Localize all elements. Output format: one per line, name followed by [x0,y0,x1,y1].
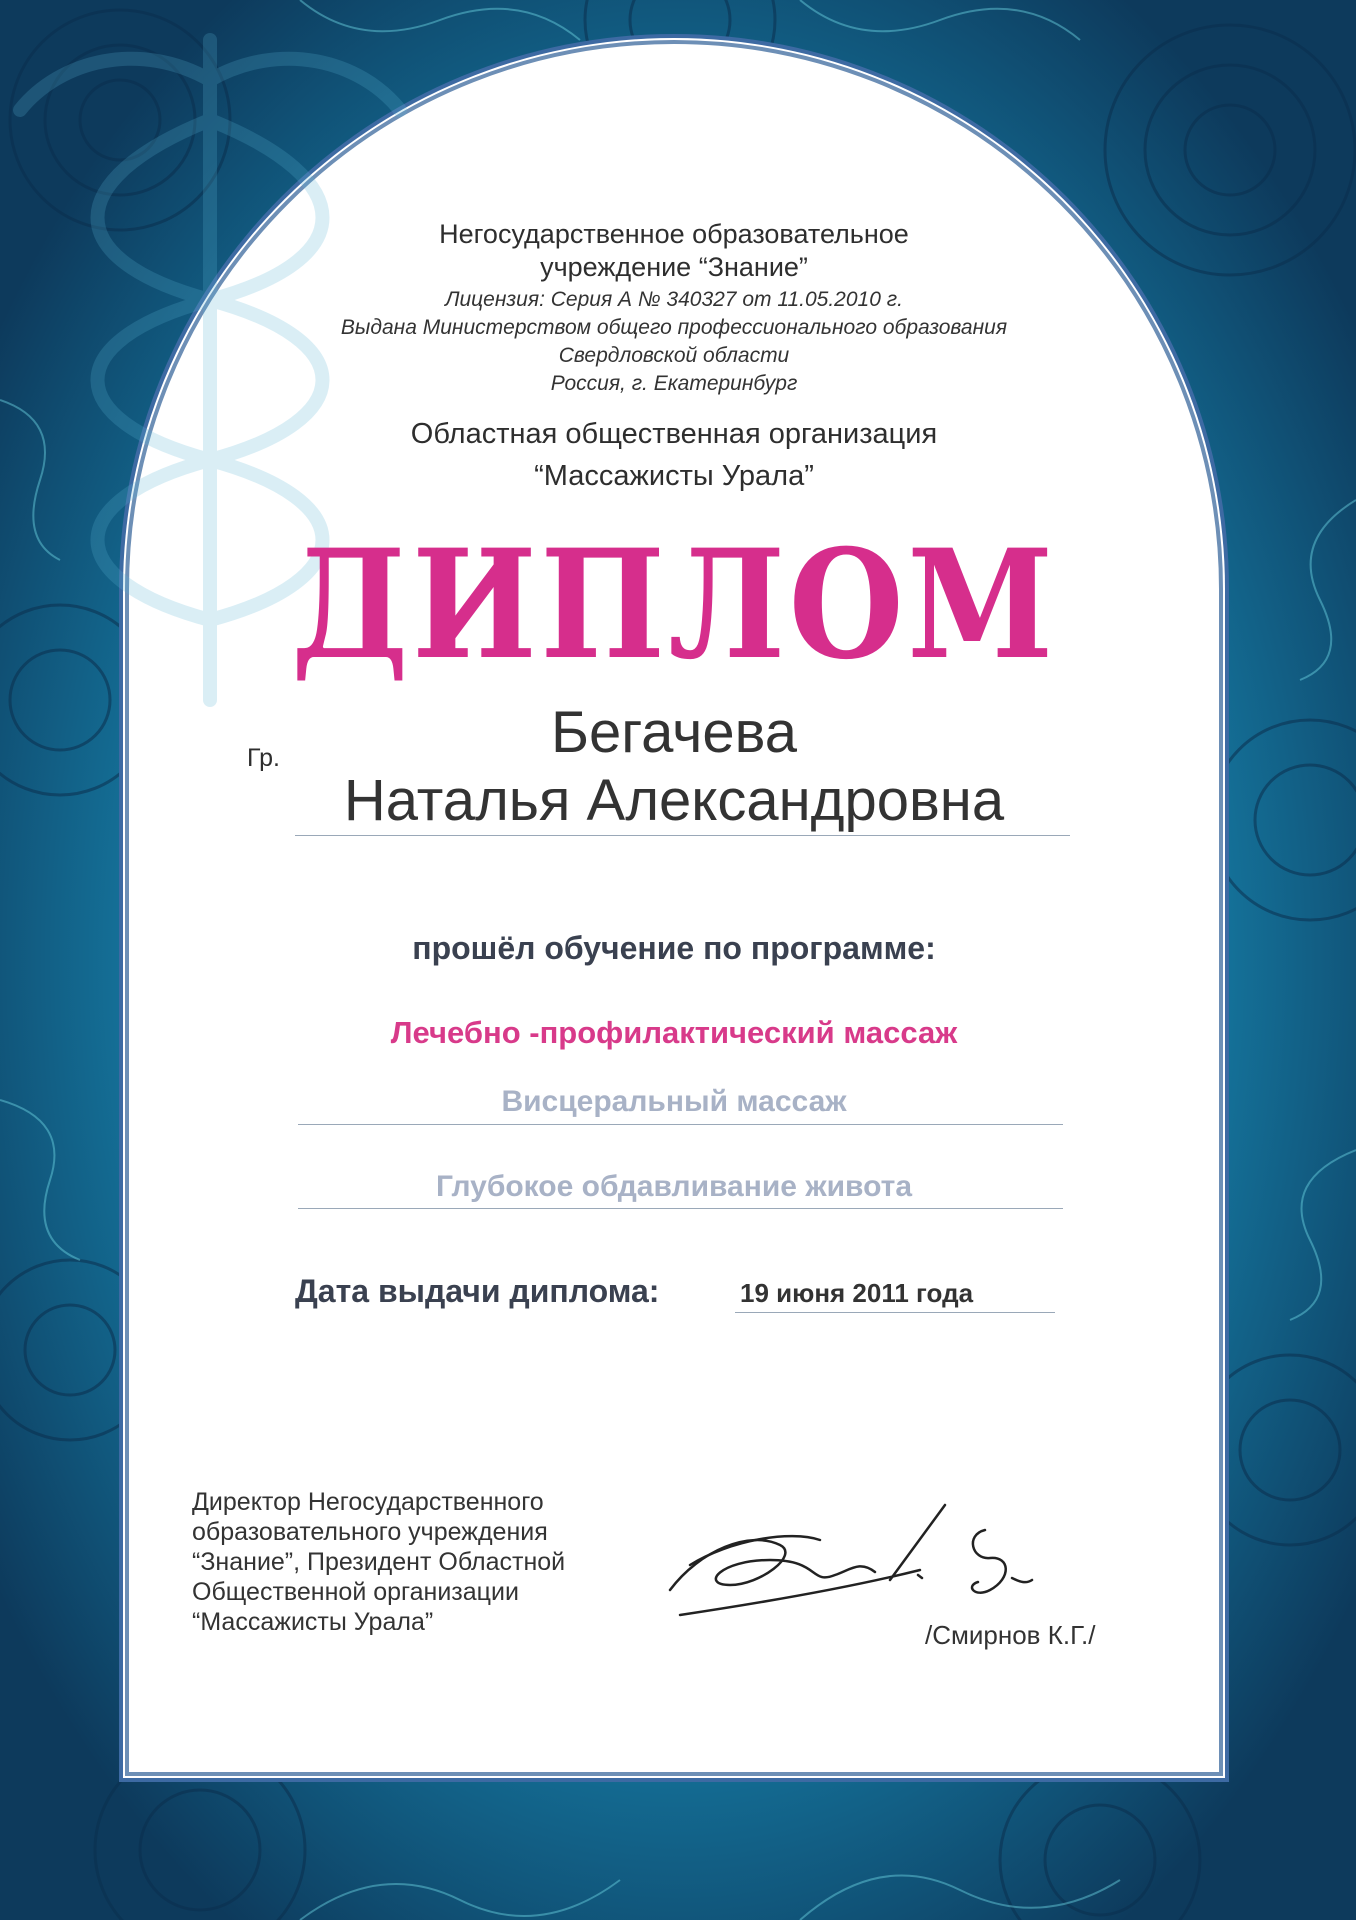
signatory-position-line: “Массажисты Урала” [192,1608,434,1636]
signatory-position-line: Директор Негосударственного [192,1488,544,1516]
subprogram-1-underline [298,1124,1063,1125]
recipient-surname: Бегачева [550,700,798,765]
diploma-title: ДИПЛОМ [291,517,1057,693]
handwritten-signature [660,1490,1060,1630]
license-line-4: Россия, г. Екатеринбург [550,372,798,395]
issue-date-value: 19 июня 2011 года [740,1278,974,1308]
license-line-3: Свердловской области [558,344,790,367]
program-intro: прошёл обучение по программе: [412,930,936,966]
issue-date-underline [735,1312,1055,1313]
recipient-underline [295,835,1070,836]
license-line-1: Лицензия: Серия А № 340327 от 11.05.2010 г. [445,288,903,311]
institution-line-2: учреждение “Знание” [540,252,808,282]
subprogram-2: Глубокое обдавливание живота [435,1170,913,1203]
organization-line-2: “Массажисты Урала” [534,460,814,492]
issue-date-label: Дата выдачи диплома: [295,1273,660,1309]
license-line-2: Выдана Министерством общего профессионального образования [340,316,1008,339]
subprogram-1: Висцеральный массаж [501,1085,847,1118]
signatory-position-line: образовательного учреждения [192,1518,548,1546]
signatory-position-line: “Знание”, Президент Областной [192,1548,566,1576]
signatory-position-line: Общественной организации [192,1578,519,1606]
recipient-prefix: Гр. [247,744,280,772]
recipient-given-names: Наталья Александровна [343,768,1005,833]
program-name: Лечебно -профилактический массаж [390,1015,958,1050]
organization-line-1: Областная общественная организация [410,418,938,450]
institution-line-1: Негосударственное образовательное [439,219,909,249]
subprogram-2-underline [298,1208,1063,1209]
signatory-position [192,1487,565,1637]
signatory-name: /Смирнов К.Г./ [925,1620,1096,1650]
